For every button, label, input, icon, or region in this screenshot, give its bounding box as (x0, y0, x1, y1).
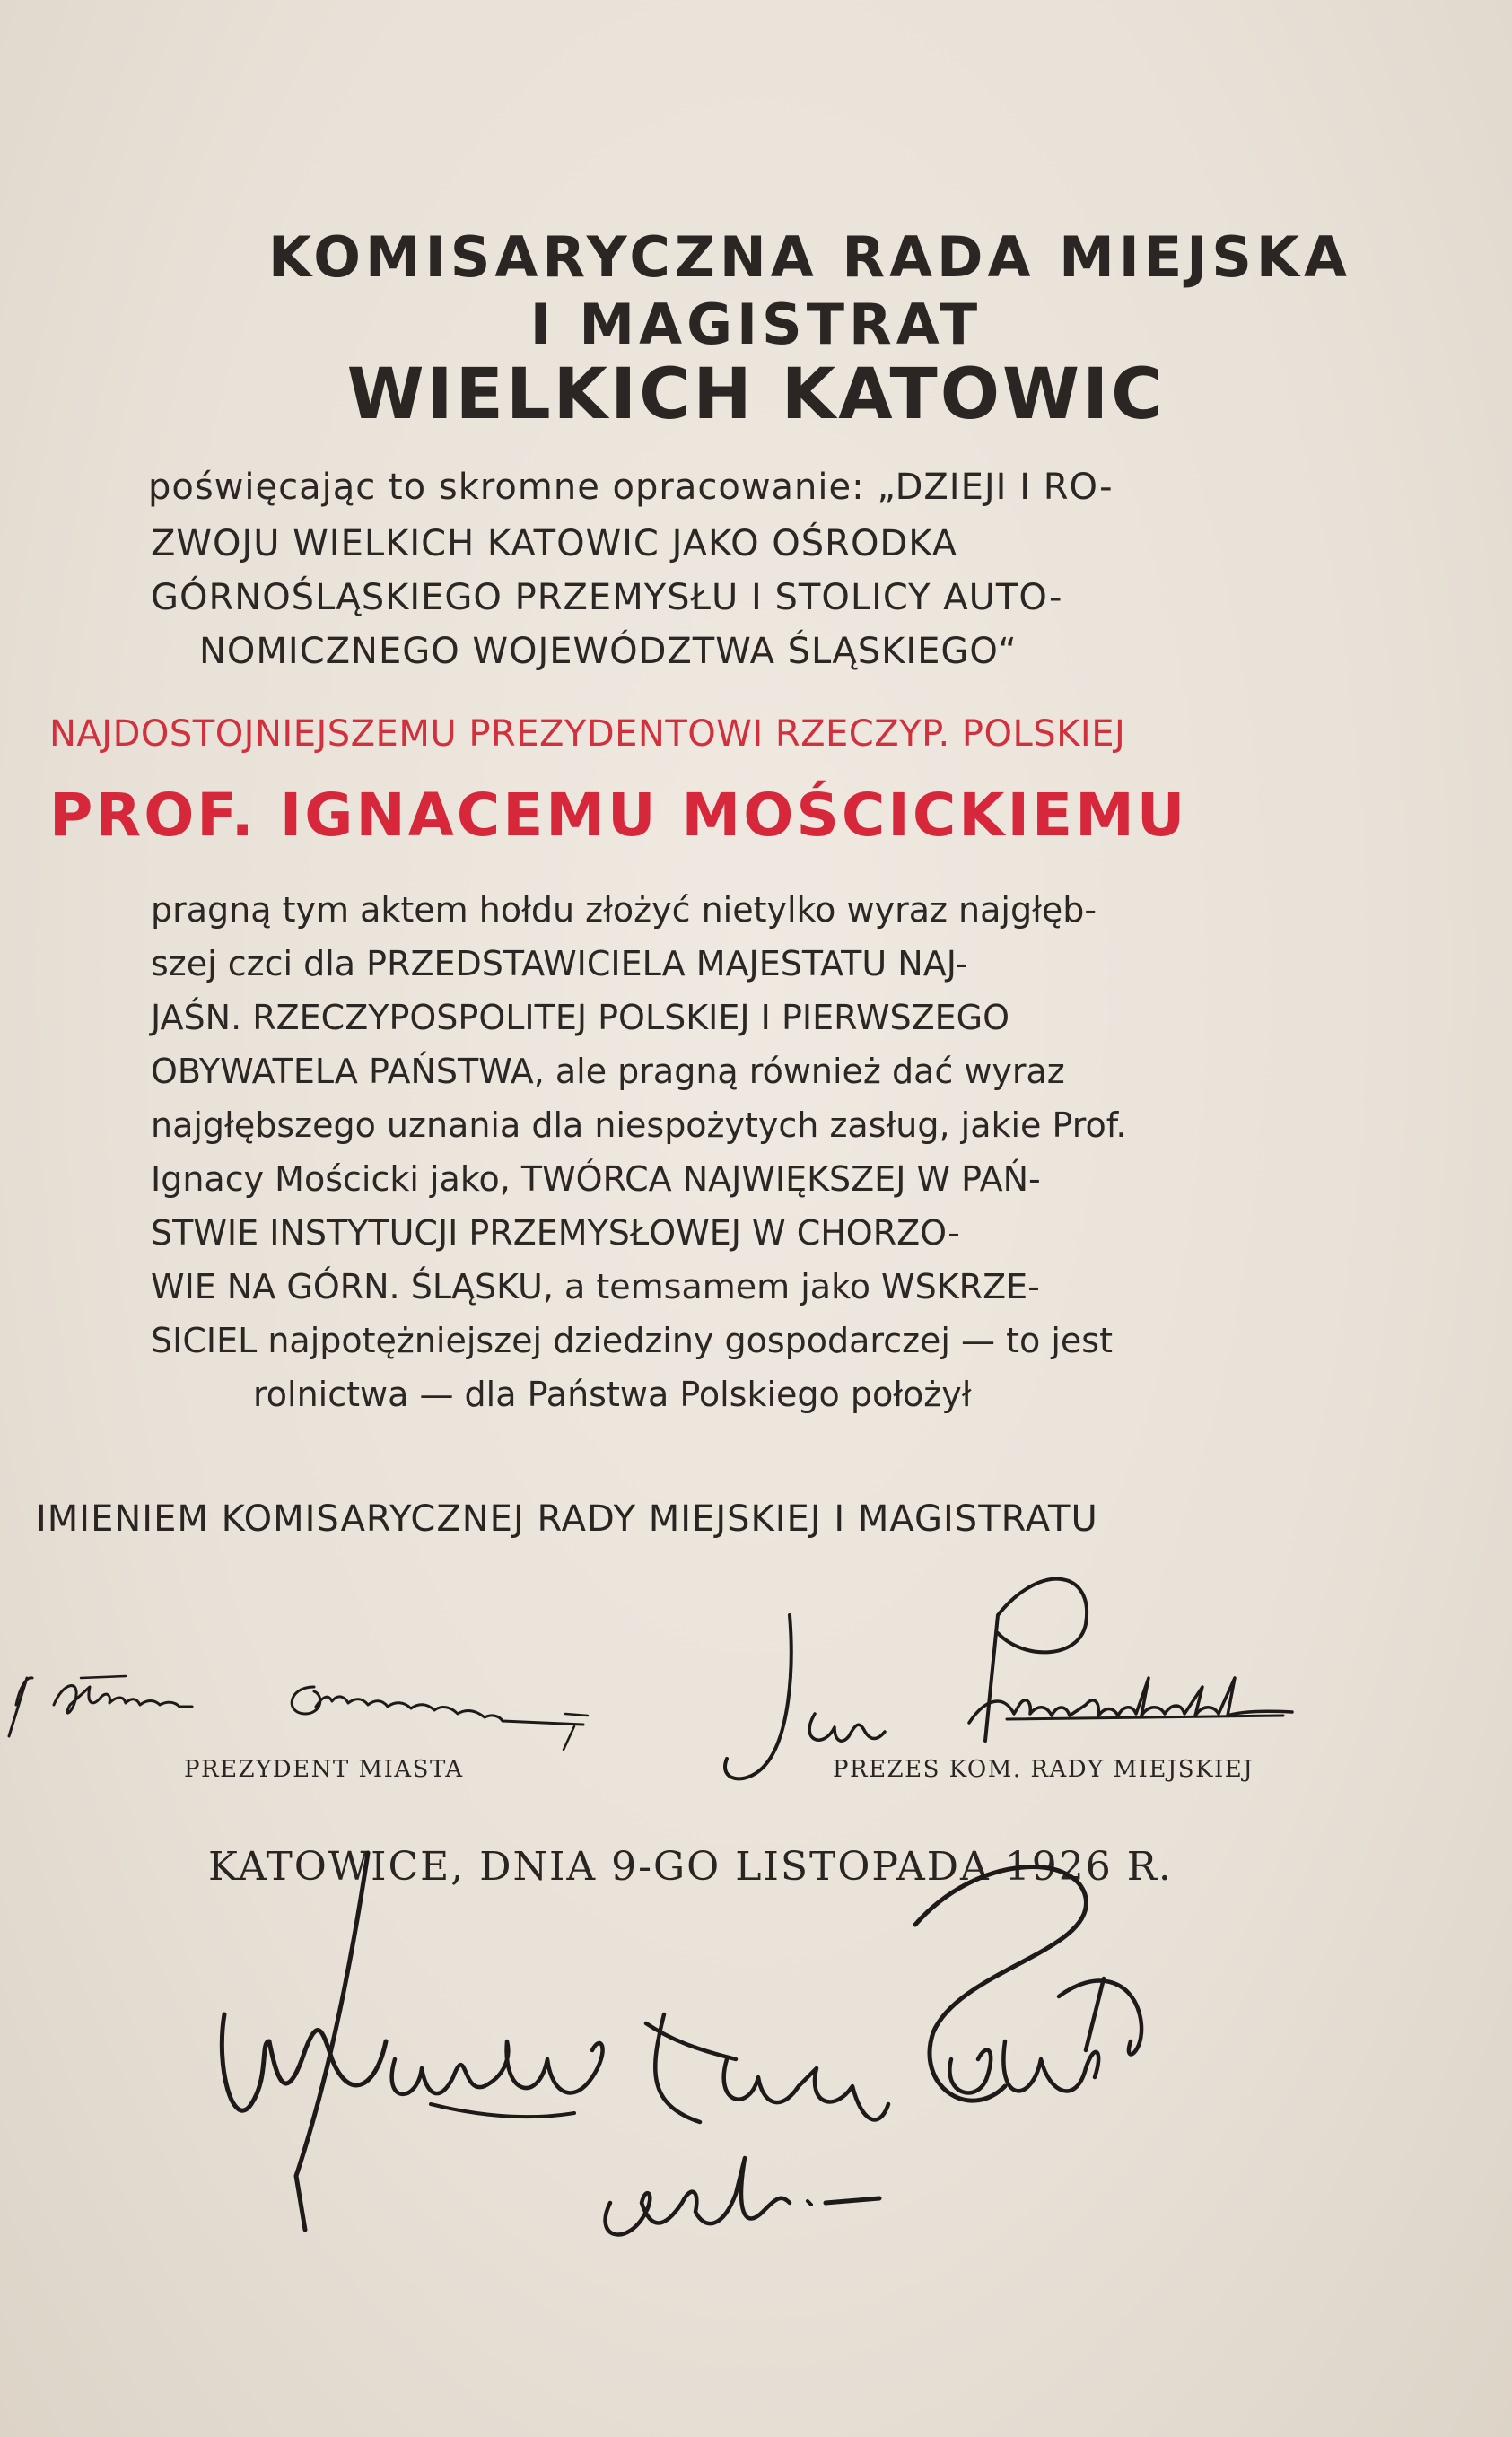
recipient-name: PROF. IGNACEMU MOŚCICKIEMU (49, 781, 1188, 850)
recipient-title: NAJDOSTOJNIEJSZEMU PREZYDENTOWI RZECZYP. POLSKIEJ (49, 713, 1126, 755)
heading-line-2: I MAGISTRAT (529, 292, 983, 357)
body-line: szej czci dla PRZEDSTAWICIELA MAJESTATU NAJ- (151, 944, 968, 983)
body-line: STWIE INSTYTUCJI PRZEMYSŁOWEJ W CHORZO- (151, 1213, 960, 1253)
body-line: Ignacy Mościcki jako, TWÓRCA NAJWIĘKSZEJ W PAŃ- (151, 1159, 1041, 1199)
signature-bottom (197, 1835, 1202, 2248)
body-line: najgłębszego uznania dla niespożytych zasług, jakie Prof. (151, 1105, 1127, 1145)
body-line: rolnictwa — dla Państwa Polskiego położył (253, 1375, 972, 1414)
dedication-line: ZWOJU WIELKICH KATOWIC JAKO OŚRODKA (151, 523, 958, 564)
dedication-line: NOMICZNEGO WOJEWÓDZTWA ŚLĄSKIEGO“ (199, 631, 1018, 672)
body-line: JAŚN. RZECZYPOSPOLITEJ POLSKIEJ I PIERWSZEGO (151, 998, 1010, 1037)
date-line: KATOWICE, DNIA 9-GO LISTOPADA 1926 R. (208, 1844, 1173, 1890)
heading-line-1: KOMISARYCZNA RADA MIEJSKA (268, 224, 1351, 290)
heading-line-3: WIELKICH KATOWIC (346, 354, 1166, 435)
body-line: WIE NA GÓRN. ŚLĄSKU, a temsamem jako WSKRZE- (151, 1267, 1040, 1306)
on-behalf-line: IMIENIEM KOMISARYCZNEJ RADY MIEJSKIEJ I MAGISTRATU (36, 1498, 1098, 1540)
dedication-line: GÓRNOŚLĄSKIEGO PRZEMYSŁU I STOLICY AUTO- (151, 577, 1063, 618)
body-line: SICIEL najpotężniejszej dziedziny gospodarczej — to jest (151, 1321, 1113, 1360)
body-line: pragną tym aktem hołdu złożyć nietylko wyraz najgłęb- (151, 890, 1097, 930)
caption-chairman: PREZES KOM. RADY MIEJSKIEJ (833, 1756, 1254, 1783)
signature-left (0, 1651, 610, 1759)
dedication-line: poświęcając to skromne opracowanie: „DZIEJI I RO- (148, 467, 1114, 508)
caption-president: PREZYDENT MIASTA (184, 1756, 464, 1783)
body-line: OBYWATELA PAŃSTWA, ale pragną również dać wyraz (151, 1052, 1065, 1091)
